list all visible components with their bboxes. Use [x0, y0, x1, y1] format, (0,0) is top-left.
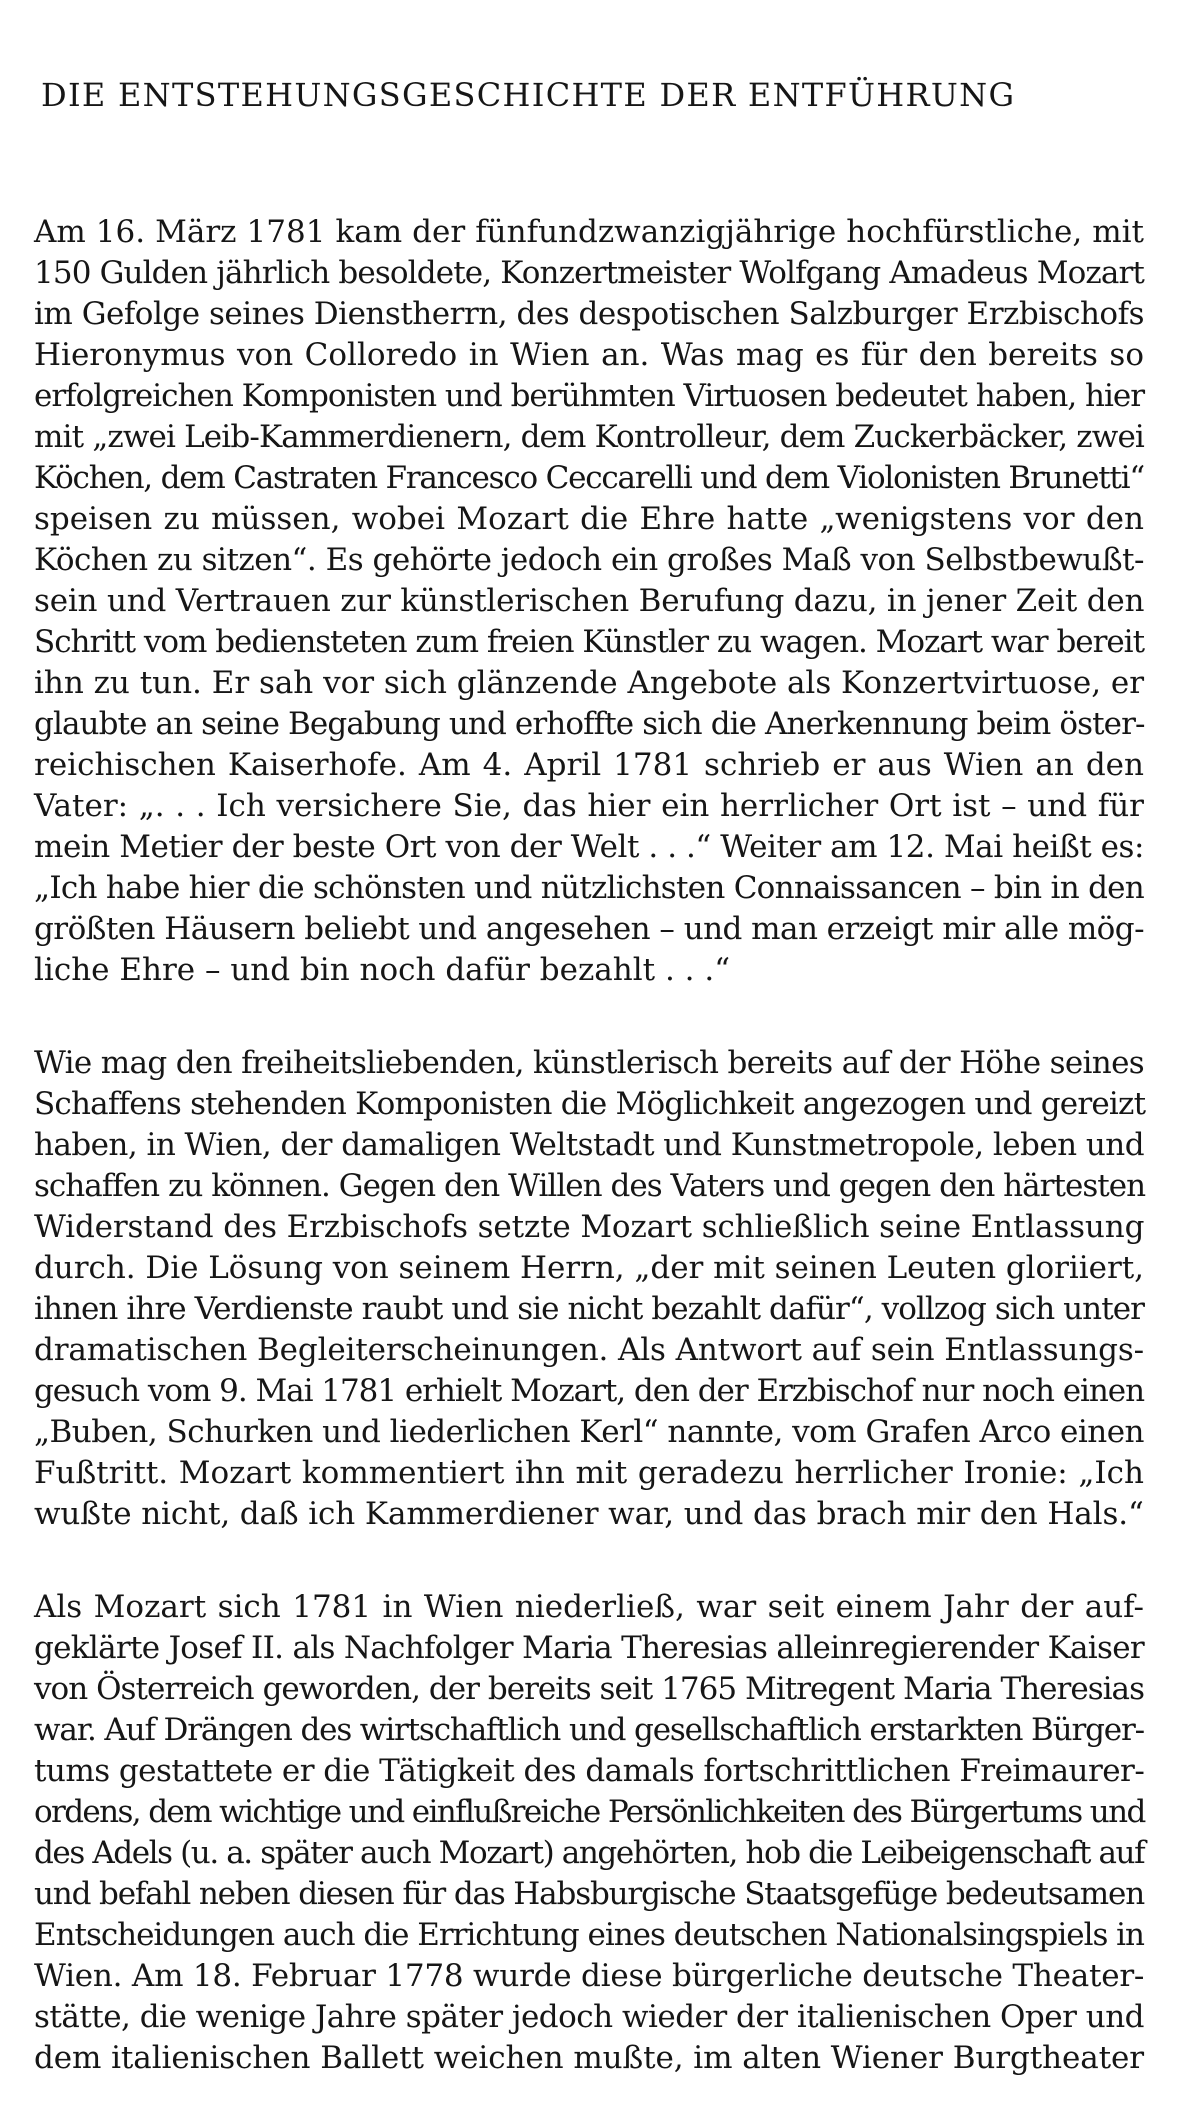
text-line: geklärte Josef II. als Nachfolger Maria Theresias alleinregierender Kaiser	[34, 1630, 1144, 1666]
text-line: Köchen, dem Castraten Francesco Ceccarelli und dem Violonisten Brunetti“	[34, 460, 1144, 496]
text-line: wußte nicht, daß ich Kammerdiener war, und das brach mir den Hals.“	[34, 1496, 1144, 1532]
text-line: mein Metier der beste Ort von der Welt . . .“ Weiter am 12. Mai heißt es:	[34, 829, 1144, 865]
text-line: glaubte an seine Begabung und erhoffte sich die Anerkennung beim öster-	[34, 706, 1145, 742]
text-line: „Buben, Schurken und liederlichen Kerl“ nannte, vom Grafen Arco einen	[34, 1414, 1144, 1450]
text-line: Als Mozart sich 1781 in Wien niederließ, war seit einem Jahr der auf-	[34, 1589, 1144, 1625]
text-line: ihn zu tun. Er sah vor sich glänzende Angebote als Konzertvirtuose, er	[34, 665, 1145, 701]
text-line: Widerstand des Erzbischofs setzte Mozart schließlich seine Entlassung	[34, 1209, 1145, 1245]
text-line: sein und Vertrauen zur künstlerischen Berufung dazu, in jener Zeit den	[34, 583, 1145, 619]
text-line: Am 16. März 1781 kam der fünfundzwanzigjährige hochfürstliche, mit	[34, 214, 1144, 250]
text-line: „Ich habe hier die schönsten und nützlichsten Connaissancen – bin in den	[34, 870, 1145, 906]
text-line: Hieronymus von Colloredo in Wien an. Was mag es für den bereits so	[34, 337, 1144, 373]
text-line: durch. Die Lösung von seinem Herrn, „der mit seinen Leuten gloriiert,	[34, 1250, 1144, 1286]
text-line: Schritt vom bediensteten zum freien Künstler zu wagen. Mozart war bereit	[34, 624, 1144, 660]
text-line: Wie mag den freiheitsliebenden, künstlerisch bereits auf der Höhe seines	[34, 1045, 1144, 1081]
text-line: reichischen Kaiserhofe. Am 4. April 1781 schrieb er aus Wien an den	[34, 747, 1144, 783]
paragraph-1	[34, 212, 1144, 991]
text-line: Vater: „. . . Ich versichere Sie, das hier ein herrlicher Ort ist – und für	[34, 788, 1144, 824]
text-line: im Gefolge seines Dienstherrn, des despotischen Salzburger Erzbischofs	[34, 296, 1144, 332]
text-line: ordens, dem wichtige und einflußreiche Persönlichkeiten des Bürgertums und	[34, 1794, 1145, 1830]
text-line: speisen zu müssen, wobei Mozart die Ehre hatte „wenigstens vor den	[34, 501, 1144, 537]
paragraph-2	[34, 1043, 1144, 1535]
text-line: schaffen zu können. Gegen den Willen des Vaters und gegen den härtesten	[34, 1168, 1146, 1204]
text-line: mit „zwei Leib-Kammerdienern, dem Kontrolleur, dem Zuckerbäcker, zwei	[34, 419, 1144, 455]
text-line: dramatischen Begleiterscheinungen. Als Antwort auf sein Entlassungs-	[34, 1332, 1144, 1368]
text-line: dem italienischen Ballett weichen mußte, im alten Wiener Burgtheater	[34, 2040, 1144, 2076]
text-line: von Österreich geworden, der bereits seit 1765 Mitregent Maria Theresias	[34, 1671, 1144, 1707]
text-line: und befahl neben diesen für das Habsburgische Staatsgefüge bedeutsamen	[34, 1876, 1144, 1912]
text-line: erfolgreichen Komponisten und berühmten Virtuosen bedeutet haben, hier	[34, 378, 1145, 414]
text-line: gesuch vom 9. Mai 1781 erhielt Mozart, den der Erzbischof nur noch einen	[34, 1373, 1144, 1409]
text-line: war. Auf Drängen des wirtschaftlich und gesellschaftlich erstarkten Bürger-	[34, 1712, 1144, 1748]
paragraph-3	[34, 1587, 1144, 2079]
text-line: liche Ehre – und bin noch dafür bezahlt . . .“	[34, 952, 731, 988]
text-line: Wien. Am 18. Februar 1778 wurde diese bürgerliche deutsche Theater-	[34, 1958, 1145, 1994]
text-line: des Adels (u. a. später auch Mozart) angehörten, hob die Leibeigenschaft auf	[34, 1835, 1145, 1871]
text-line: ihnen ihre Verdienste raubt und sie nicht bezahlt dafür“, vollzog sich unter	[34, 1291, 1144, 1327]
text-line: Köchen zu sitzen“. Es gehörte jedoch ein großes Maß von Selbstbewußt-	[34, 542, 1144, 578]
text-line: größten Häusern beliebt und angesehen – und man erzeigt mir alle mög-	[34, 911, 1144, 947]
chapter-heading: DIE ENTSTEHUNGSGESCHICHTE DER ENTFÜHRUNG	[41, 76, 1016, 114]
text-line: Fußtritt. Mozart kommentiert ihn mit geradezu herrlicher Ironie: „Ich	[34, 1455, 1144, 1491]
text-line: 150 Gulden jährlich besoldete, Konzertmeister Wolfgang Amadeus Mozart	[34, 255, 1145, 291]
text-line: tums gestattete er die Tätigkeit des damals fortschrittlichen Freimaurer-	[34, 1753, 1145, 1789]
text-line: stätte, die wenige Jahre später jedoch wieder der italienischen Oper und	[34, 1999, 1144, 2035]
text-line: Entscheidungen auch die Errichtung eines deutschen Nationalsingspiels in	[34, 1917, 1144, 1953]
text-line: haben, in Wien, der damaligen Weltstadt und Kunstmetropole, leben und	[34, 1127, 1144, 1163]
text-line: Schaffens stehenden Komponisten die Möglichkeit angezogen und gereizt	[34, 1086, 1146, 1122]
